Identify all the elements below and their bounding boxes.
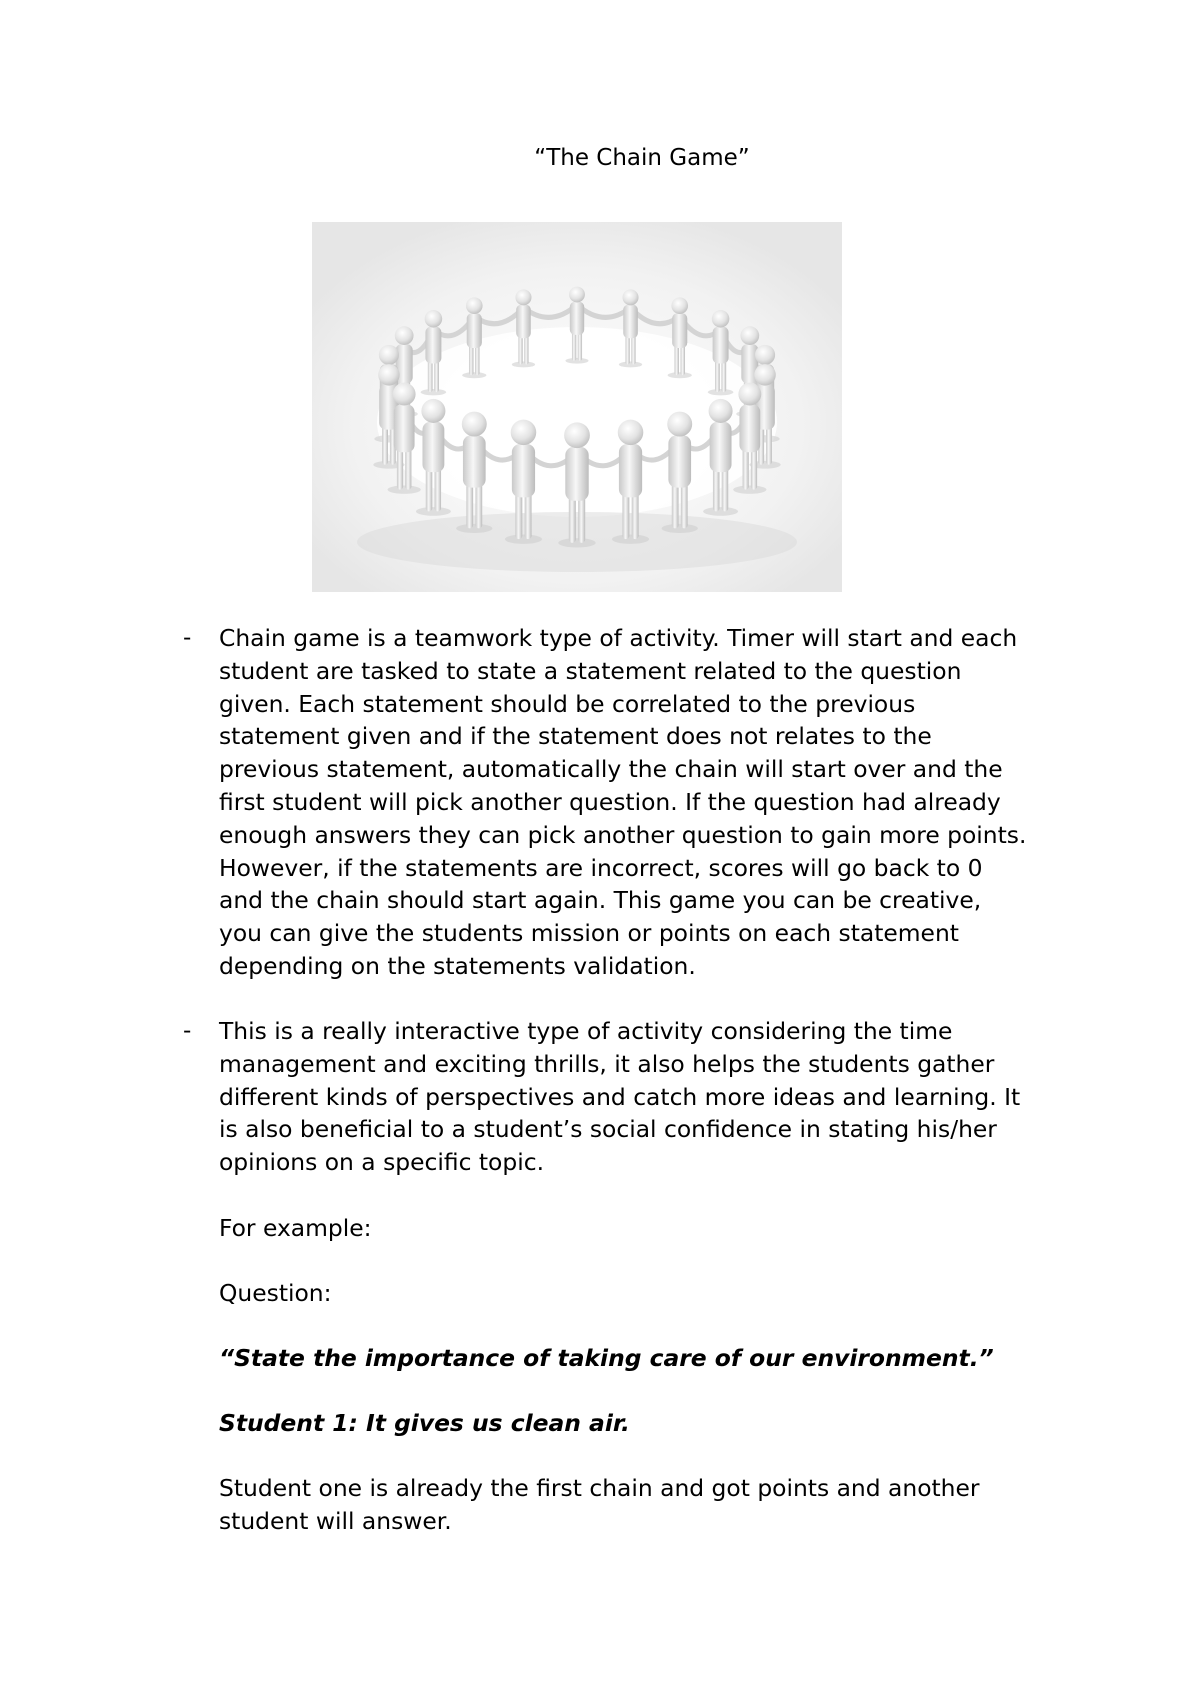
bullet-paragraph-1 [219, 622, 1099, 983]
bullet-marker: - [183, 1018, 192, 1044]
paragraph-line: management and exciting thrills, it also helps the students gather [219, 1049, 995, 1078]
paragraph-line: Chain game is a teamwork type of activity. Timer will start and each [219, 624, 1018, 652]
paragraph-line: is also beneficial to a student’s social confidence in stating his/her [219, 1115, 997, 1144]
document-title [0, 143, 1200, 173]
paragraph-line: student are tasked to state a statement related to the question [219, 656, 962, 685]
example-label: For example: [219, 1214, 372, 1242]
bullet-paragraph-2 [219, 1015, 1099, 1179]
question-text: “State the importance of taking care of our environment.” [219, 1344, 994, 1372]
paragraph-line: This is a really interactive type of activity considering the time [219, 1017, 953, 1045]
paragraph-line: Student one is already the first chain and got points and another [219, 1474, 980, 1502]
paragraph-line: student will answer. [219, 1506, 452, 1535]
closing-paragraph [219, 1472, 980, 1538]
people-circle-illustration [312, 222, 842, 592]
paragraph-line: However, if the statements are incorrect, scores will go back to 0 [219, 853, 983, 882]
question-label: Question: [219, 1279, 332, 1307]
paragraph-line: and the chain should start again. This game you can be creative, [219, 886, 982, 915]
paragraph-line: you can give the students mission or points on each statement [219, 919, 959, 948]
paragraph-line: given. Each statement should be correlated to the previous [219, 689, 916, 718]
paragraph-line: depending on the statements validation. [219, 951, 696, 980]
title-text: “The Chain Game” [534, 145, 750, 171]
paragraph-line: opinions on a specific topic. [219, 1148, 545, 1177]
paragraph-line: different kinds of perspectives and catch more ideas and learning. It [219, 1082, 1021, 1111]
bullet-marker: - [183, 625, 192, 651]
paragraph-line: first student will pick another question. If the question had already [219, 787, 1001, 816]
paragraph-line: enough answers they can pick another question to gain more points. [219, 820, 1027, 849]
student-1-answer: Student 1: It gives us clean air. [219, 1409, 630, 1437]
paragraph-line: previous statement, automatically the chain will start over and the [219, 755, 1003, 784]
paragraph-line: statement given and if the statement does not relates to the [219, 722, 932, 751]
